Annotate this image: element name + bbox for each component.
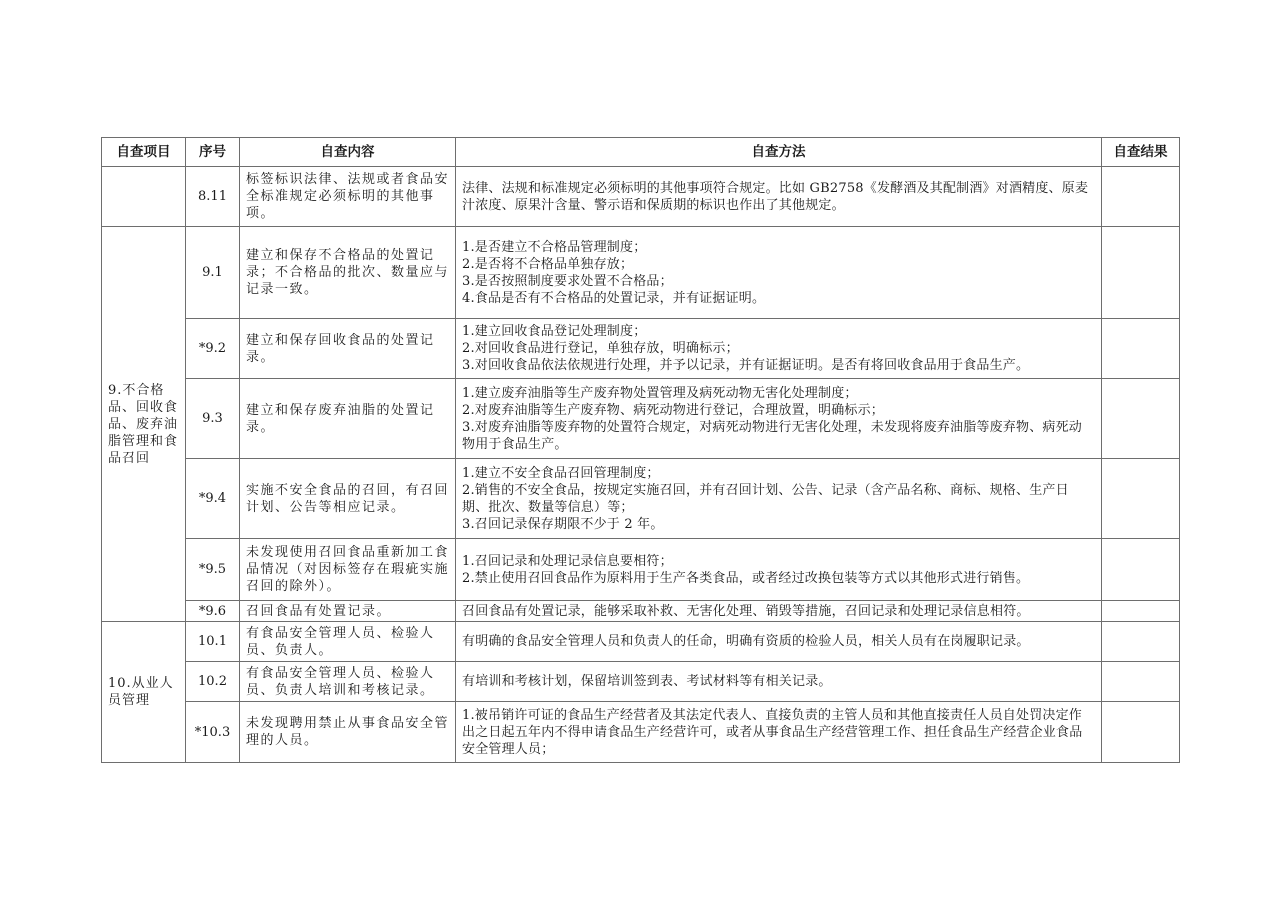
- method-line: 2.销售的不安全食品，按规定实施召回，并有召回计划、公告、记录（含产品名称、商标、规格、生产日期、批次、数量等信息）等；: [462, 482, 1069, 515]
- result-cell[interactable]: [1102, 662, 1180, 702]
- table-row: [102, 601, 1180, 622]
- item-content: 标签标识法律、法规或者食品安全标准规定必须标明的其他事项。: [240, 167, 456, 227]
- result-cell[interactable]: [1102, 167, 1180, 227]
- table-row: [102, 167, 1180, 227]
- item-method: [456, 227, 1102, 319]
- method-line: 召回食品有处置记录，能够采取补救、无害化处理、销毁等措施，召回记录和处理记录信息相符。: [462, 603, 1030, 619]
- header-content: 自查内容: [240, 138, 456, 167]
- item-content: 召回食品有处置记录。: [240, 601, 456, 622]
- method-line: 1.建立回收食品登记处理制度；: [462, 324, 647, 339]
- item-number: 10.1: [186, 622, 240, 662]
- method-line: 3.对回收食品依法依规进行处理，并予以记录，并有证据证明。是否有将回收食品用于食品生产。: [462, 358, 1030, 373]
- item-content: 未发现聘用禁止从事食品安全管理的人员。: [240, 702, 456, 763]
- header-method: 自查方法: [456, 138, 1102, 167]
- item-method: [456, 702, 1102, 763]
- method-line: 3.是否按照制度要求处置不合格品；: [462, 273, 673, 289]
- table-row: [102, 319, 1180, 379]
- method-line: 法律、法规和标准规定必须标明的其他事项符合规定。比如 GB2758《发酵酒及其配制酒》对酒精度、原麦汁浓度、原果汁含量、警示语和保质期的标识也作出了其他规定。: [462, 180, 1089, 213]
- item-method: [456, 167, 1102, 227]
- category-cell-8: [102, 167, 186, 227]
- result-cell[interactable]: [1102, 379, 1180, 459]
- item-method: [456, 622, 1102, 662]
- header-category: 自查项目: [102, 138, 186, 167]
- item-method: [456, 539, 1102, 601]
- item-method: [456, 319, 1102, 379]
- method-line: 3.对废弃油脂等废弃物的处置符合规定，对病死动物进行无害化处理，未发现将废弃油脂等废弃物、病死动物用于食品生产。: [462, 419, 1083, 452]
- item-number: *9.4: [186, 459, 240, 539]
- result-cell[interactable]: [1102, 539, 1180, 601]
- method-line: 有明确的食品安全管理人员和负责人的任命，明确有资质的检验人员，相关人员有在岗履职记录。: [462, 634, 1030, 649]
- item-number: *9.2: [186, 319, 240, 379]
- table-row: [102, 662, 1180, 702]
- item-number: *9.6: [186, 601, 240, 622]
- item-method: [456, 601, 1102, 622]
- self-inspection-table: [101, 137, 1180, 763]
- header-row: [102, 138, 1180, 167]
- item-content: 建立和保存回收食品的处置记录。: [240, 319, 456, 379]
- header-result: 自查结果: [1102, 138, 1180, 167]
- category-cell-10: 10.从业人员管理: [102, 622, 186, 763]
- result-cell[interactable]: [1102, 227, 1180, 319]
- table-row: [102, 459, 1180, 539]
- item-content: 有食品安全管理人员、检验人员、负责人。: [240, 622, 456, 662]
- category-cell-9: 9.不合格品、回收食品、废弃油脂管理和食品召回: [102, 227, 186, 622]
- table-row: [102, 379, 1180, 459]
- result-cell[interactable]: [1102, 459, 1180, 539]
- item-number: 9.3: [186, 379, 240, 459]
- item-number: *10.3: [186, 702, 240, 763]
- item-content: 未发现使用召回食品重新加工食品情况（对因标签存在瑕疵实施召回的除外）。: [240, 539, 456, 601]
- method-line: 4.食品是否有不合格品的处置记录，并有证据证明。: [462, 290, 766, 306]
- item-content: 建立和保存不合格品的处置记录；不合格品的批次、数量应与记录一致。: [240, 227, 456, 319]
- table-row: [102, 622, 1180, 662]
- item-number: 8.11: [186, 167, 240, 227]
- item-content: 实施不安全食品的召回，有召回计划、公告等相应记录。: [240, 459, 456, 539]
- method-line: 1.建立废弃油脂等生产废弃物处置管理及病死动物无害化处理制度；: [462, 385, 858, 401]
- method-line: 1.被吊销许可证的食品生产经营者及其法定代表人、直接负责的主管人员和其他直接责任人员自处罚决定作出之日起五年内不得申请食品生产经营许可，或者从事食品生产经营管理工作、担任食品生产经营企业食品安全管理人员；: [462, 707, 1083, 757]
- item-content: 有食品安全管理人员、检验人员、负责人培训和考核记录。: [240, 662, 456, 702]
- method-line: 2.是否将不合格品单独存放；: [462, 256, 634, 272]
- method-line: 2.对回收食品进行登记，单独存放，明确标示；: [462, 341, 739, 356]
- method-line: 3.召回记录保存期限不少于 2 年。: [462, 516, 664, 532]
- result-cell[interactable]: [1102, 601, 1180, 622]
- method-line: 2.禁止使用召回食品作为原料用于生产各类食品，或者经过改换包装等方式以其他形式进行销售。: [462, 570, 1030, 586]
- item-number: *9.5: [186, 539, 240, 601]
- result-cell[interactable]: [1102, 319, 1180, 379]
- table-row: [102, 227, 1180, 319]
- item-method: [456, 459, 1102, 539]
- item-number: 9.1: [186, 227, 240, 319]
- method-line: 有培训和考核计划，保留培训签到表、考试材料等有相关记录。: [462, 674, 832, 689]
- item-method: [456, 379, 1102, 459]
- method-line: 1.召回记录和处理记录信息要相符；: [462, 553, 673, 569]
- item-number: 10.2: [186, 662, 240, 702]
- result-cell[interactable]: [1102, 622, 1180, 662]
- method-line: 1.是否建立不合格品管理制度；: [462, 239, 647, 255]
- result-cell[interactable]: [1102, 702, 1180, 763]
- table-row: [102, 702, 1180, 763]
- header-number: 序号: [186, 138, 240, 167]
- item-method: [456, 662, 1102, 702]
- method-line: 2.对废弃油脂等生产废弃物、病死动物进行登记，合理放置，明确标示；: [462, 402, 885, 418]
- item-content: 建立和保存废弃油脂的处置记录。: [240, 379, 456, 459]
- method-line: 1.建立不安全食品召回管理制度；: [462, 465, 660, 481]
- table-row: [102, 539, 1180, 601]
